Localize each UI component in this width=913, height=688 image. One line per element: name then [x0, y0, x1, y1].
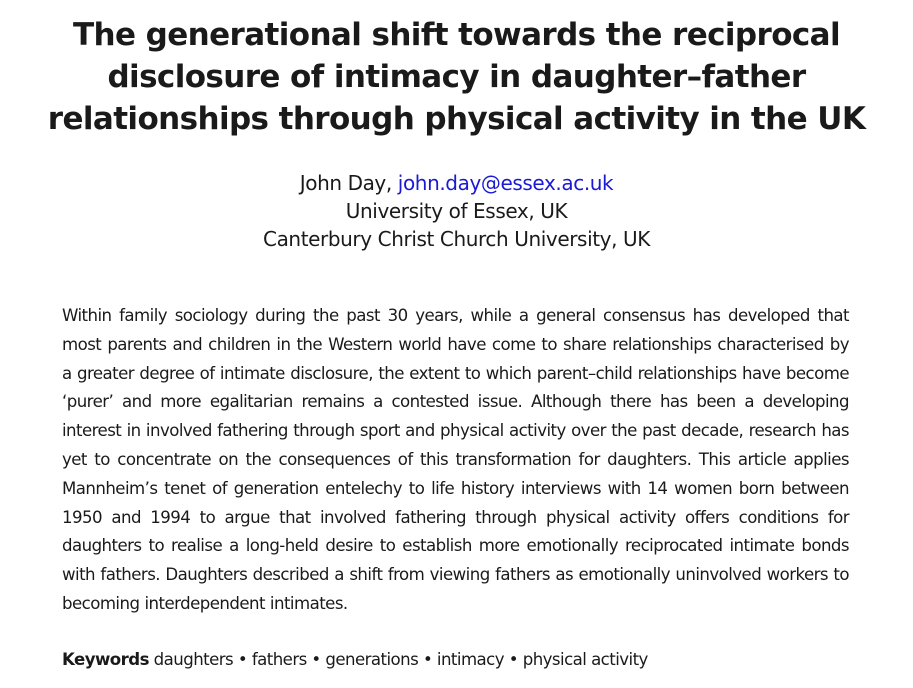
- keywords: [62, 646, 849, 674]
- abstract: Within family sociology during the past 30 years, while a general consensus has developed that most parents and children in the Western world have come to share relationships characterised by a greater degree of intimate disclosure, the extent to which parent–child relationships have become ‘purer’ and more egalitarian remains a contested issue. Although there has been a developing interest in involved fathering through sport and physical activity over the past decade, research has yet to concentrate on the consequences of this transformation for daughters. This article applies Mannheim’s tenet of generation entelechy to life history interviews with 14 women born between 1950 and 1994 to argue that involved fathering through physical activity offers conditions for daughters to realise a long-held desire to establish more emotionally reciprocated intimate bonds with fathers. Daughters described a shift from viewing fathers as emotionally uninvolved workers to becoming interdependent intimates.: [62, 306, 849, 613]
- author-name: John Day,: [299, 171, 392, 195]
- affiliation-canterbury: Canterbury Christ Church University, UK: [263, 227, 650, 251]
- author-email-link[interactable]: john.day@essex.ac.uk: [397, 171, 614, 195]
- keywords-label: Keywords: [62, 650, 149, 669]
- article-title: The generational shift towards the reciprocal disclosure of intimacy in daughter–father relationships through physical activity in the UK: [47, 17, 866, 137]
- author-block: [0, 169, 913, 253]
- author-line: [0, 169, 913, 197]
- keywords-list: daughters • fathers • generations • intimacy • physical activity: [153, 650, 648, 669]
- affiliation-essex: University of Essex, UK: [345, 199, 568, 223]
